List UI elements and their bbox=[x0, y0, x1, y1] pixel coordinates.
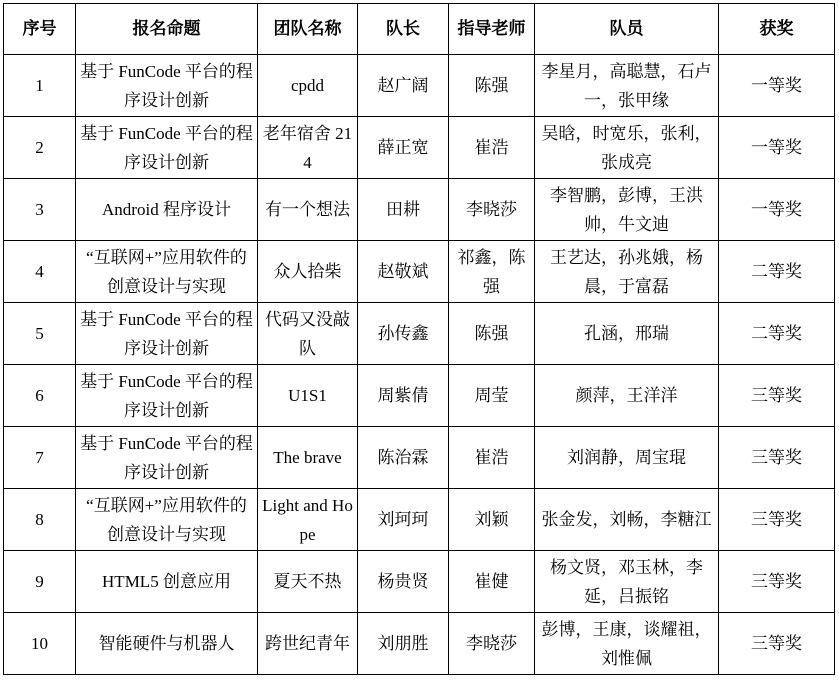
cell-award: 一等奖 bbox=[719, 179, 835, 241]
cell-teacher: 陈强 bbox=[449, 303, 535, 365]
cell-team: 夏天不热 bbox=[258, 551, 358, 613]
cell-topic: “互联网+”应用软件的创意设计与实现 bbox=[76, 241, 258, 303]
cell-members: 李星月，高聪慧，石卢一，张甲缘 bbox=[535, 55, 719, 117]
cell-captain: 周紫倩 bbox=[358, 365, 449, 427]
cell-award: 三等奖 bbox=[719, 613, 835, 675]
header-members: 队员 bbox=[535, 4, 719, 55]
cell-no: 5 bbox=[4, 303, 76, 365]
cell-team: Light and Hope bbox=[258, 489, 358, 551]
cell-no: 2 bbox=[4, 117, 76, 179]
cell-no: 8 bbox=[4, 489, 76, 551]
cell-teacher: 李晓莎 bbox=[449, 179, 535, 241]
cell-award: 三等奖 bbox=[719, 489, 835, 551]
cell-members: 张金发，刘畅，李糖江 bbox=[535, 489, 719, 551]
cell-teacher: 崔浩 bbox=[449, 117, 535, 179]
cell-no: 1 bbox=[4, 55, 76, 117]
cell-members: 颜萍，王洋洋 bbox=[535, 365, 719, 427]
cell-captain: 刘朋胜 bbox=[358, 613, 449, 675]
cell-topic: 基于 FunCode 平台的程序设计创新 bbox=[76, 365, 258, 427]
cell-no: 3 bbox=[4, 179, 76, 241]
cell-team: 有一个想法 bbox=[258, 179, 358, 241]
header-no: 序号 bbox=[4, 4, 76, 55]
cell-captain: 陈治霖 bbox=[358, 427, 449, 489]
header-captain: 队长 bbox=[358, 4, 449, 55]
table-row bbox=[4, 55, 835, 117]
cell-team: U1S1 bbox=[258, 365, 358, 427]
cell-teacher: 陈强 bbox=[449, 55, 535, 117]
cell-teacher: 刘颖 bbox=[449, 489, 535, 551]
table-row bbox=[4, 117, 835, 179]
cell-topic: “互联网+”应用软件的创意设计与实现 bbox=[76, 489, 258, 551]
table-row bbox=[4, 303, 835, 365]
cell-topic: 基于 FunCode 平台的程序设计创新 bbox=[76, 303, 258, 365]
cell-award: 三等奖 bbox=[719, 427, 835, 489]
table-row bbox=[4, 241, 835, 303]
cell-team: 跨世纪青年 bbox=[258, 613, 358, 675]
cell-topic: 基于 FunCode 平台的程序设计创新 bbox=[76, 427, 258, 489]
cell-captain: 刘珂珂 bbox=[358, 489, 449, 551]
cell-teacher: 李晓莎 bbox=[449, 613, 535, 675]
cell-teacher: 周莹 bbox=[449, 365, 535, 427]
cell-members: 彭博，王康，谈耀祖，刘惟佩 bbox=[535, 613, 719, 675]
cell-no: 7 bbox=[4, 427, 76, 489]
cell-award: 二等奖 bbox=[719, 241, 835, 303]
cell-team: The brave bbox=[258, 427, 358, 489]
cell-members: 王艺达，孙兆娥，杨晨，于富磊 bbox=[535, 241, 719, 303]
header-topic: 报名命题 bbox=[76, 4, 258, 55]
header-team: 团队名称 bbox=[258, 4, 358, 55]
cell-team: 老年宿舍 214 bbox=[258, 117, 358, 179]
awards-table bbox=[3, 3, 835, 675]
table-row bbox=[4, 427, 835, 489]
cell-topic: 基于 FunCode 平台的程序设计创新 bbox=[76, 55, 258, 117]
cell-team: 代码又没敲队 bbox=[258, 303, 358, 365]
cell-award: 三等奖 bbox=[719, 365, 835, 427]
cell-no: 9 bbox=[4, 551, 76, 613]
cell-award: 三等奖 bbox=[719, 551, 835, 613]
cell-teacher: 祁鑫，陈强 bbox=[449, 241, 535, 303]
table-header-row bbox=[4, 4, 835, 55]
cell-no: 4 bbox=[4, 241, 76, 303]
table-row bbox=[4, 551, 835, 613]
cell-members: 李智鹏，彭博，王洪帅，牛文迪 bbox=[535, 179, 719, 241]
cell-teacher: 崔健 bbox=[449, 551, 535, 613]
cell-captain: 薛正宽 bbox=[358, 117, 449, 179]
cell-members: 杨文贤，邓玉林，李延，吕振铭 bbox=[535, 551, 719, 613]
table-row bbox=[4, 489, 835, 551]
cell-topic: 智能硬件与机器人 bbox=[76, 613, 258, 675]
cell-award: 一等奖 bbox=[719, 117, 835, 179]
cell-captain: 田耕 bbox=[358, 179, 449, 241]
cell-captain: 赵敬斌 bbox=[358, 241, 449, 303]
cell-members: 刘润静，周宝琨 bbox=[535, 427, 719, 489]
cell-captain: 杨贵贤 bbox=[358, 551, 449, 613]
cell-members: 孔涵，邢瑞 bbox=[535, 303, 719, 365]
cell-topic: HTML5 创意应用 bbox=[76, 551, 258, 613]
cell-captain: 孙传鑫 bbox=[358, 303, 449, 365]
cell-award: 一等奖 bbox=[719, 55, 835, 117]
table-row bbox=[4, 365, 835, 427]
cell-team: cpdd bbox=[258, 55, 358, 117]
cell-members: 吴晗，时宽乐，张利，张成亮 bbox=[535, 117, 719, 179]
cell-topic: 基于 FunCode 平台的程序设计创新 bbox=[76, 117, 258, 179]
cell-captain: 赵广阔 bbox=[358, 55, 449, 117]
header-teacher: 指导老师 bbox=[449, 4, 535, 55]
cell-topic: Android 程序设计 bbox=[76, 179, 258, 241]
table-row bbox=[4, 179, 835, 241]
table-row bbox=[4, 613, 835, 675]
cell-no: 6 bbox=[4, 365, 76, 427]
cell-team: 众人拾柴 bbox=[258, 241, 358, 303]
cell-teacher: 崔浩 bbox=[449, 427, 535, 489]
cell-no: 10 bbox=[4, 613, 76, 675]
cell-award: 二等奖 bbox=[719, 303, 835, 365]
header-award: 获奖 bbox=[719, 4, 835, 55]
